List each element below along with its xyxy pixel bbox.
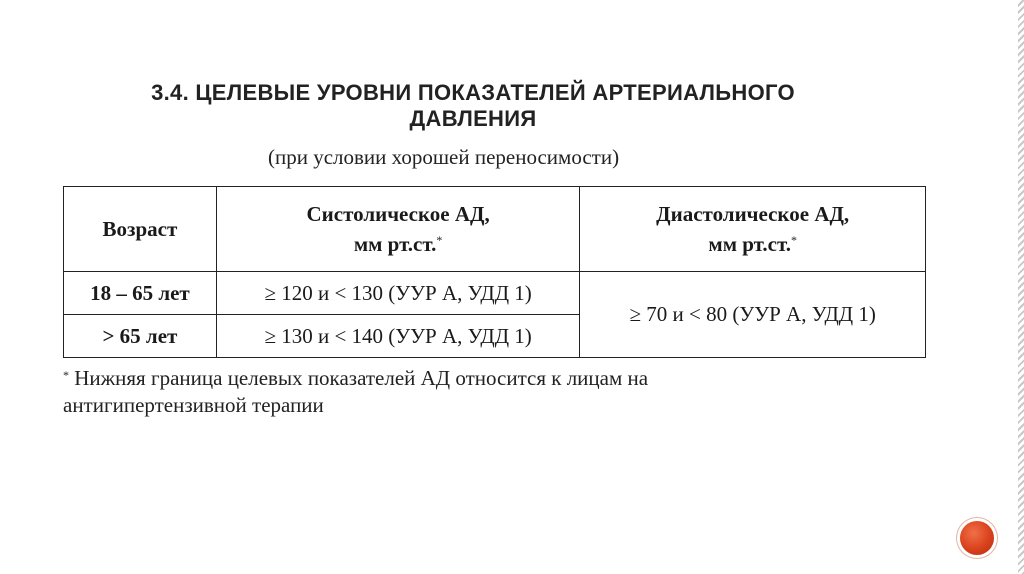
header-systolic: Систолическое АД, мм рт.ст.* <box>216 187 580 272</box>
footnote-line-2: антигипертензивной терапии <box>63 393 324 417</box>
cell-age: > 65 лет <box>64 315 217 358</box>
slide-title <box>0 80 946 132</box>
decorative-stripe <box>1018 0 1024 574</box>
title-line-1: 3.4. ЦЕЛЕВЫЕ УРОВНИ ПОКАЗАТЕЛЕЙ АРТЕРИАЛЬНОГО <box>151 80 795 105</box>
header-age: Возраст <box>64 187 217 272</box>
asterisk-mark: * <box>436 233 443 247</box>
footnote-asterisk: * <box>63 368 69 382</box>
table-header-row <box>64 187 926 272</box>
cell-diastolic: ≥ 70 и < 80 (УУР А, УДД 1) <box>580 272 926 358</box>
title-line-2: ДАВЛЕНИЯ <box>409 106 537 131</box>
header-diastolic: Диастолическое АД, мм рт.ст.* <box>580 187 926 272</box>
table-row <box>64 272 926 315</box>
slide-subtitle: (при условии хорошей переносимости) <box>268 145 620 169</box>
cell-systolic: ≥ 130 и < 140 (УУР А, УДД 1) <box>216 315 580 358</box>
blood-pressure-table <box>63 186 926 358</box>
footnote <box>63 365 923 419</box>
cell-age: 18 – 65 лет <box>64 272 217 315</box>
cell-systolic: ≥ 120 и < 130 (УУР А, УДД 1) <box>216 272 580 315</box>
slide-nav-button[interactable] <box>960 521 994 555</box>
asterisk-mark: * <box>790 233 797 247</box>
footnote-line-1: Нижняя граница целевых показателей АД относится к лицам на <box>69 366 649 390</box>
